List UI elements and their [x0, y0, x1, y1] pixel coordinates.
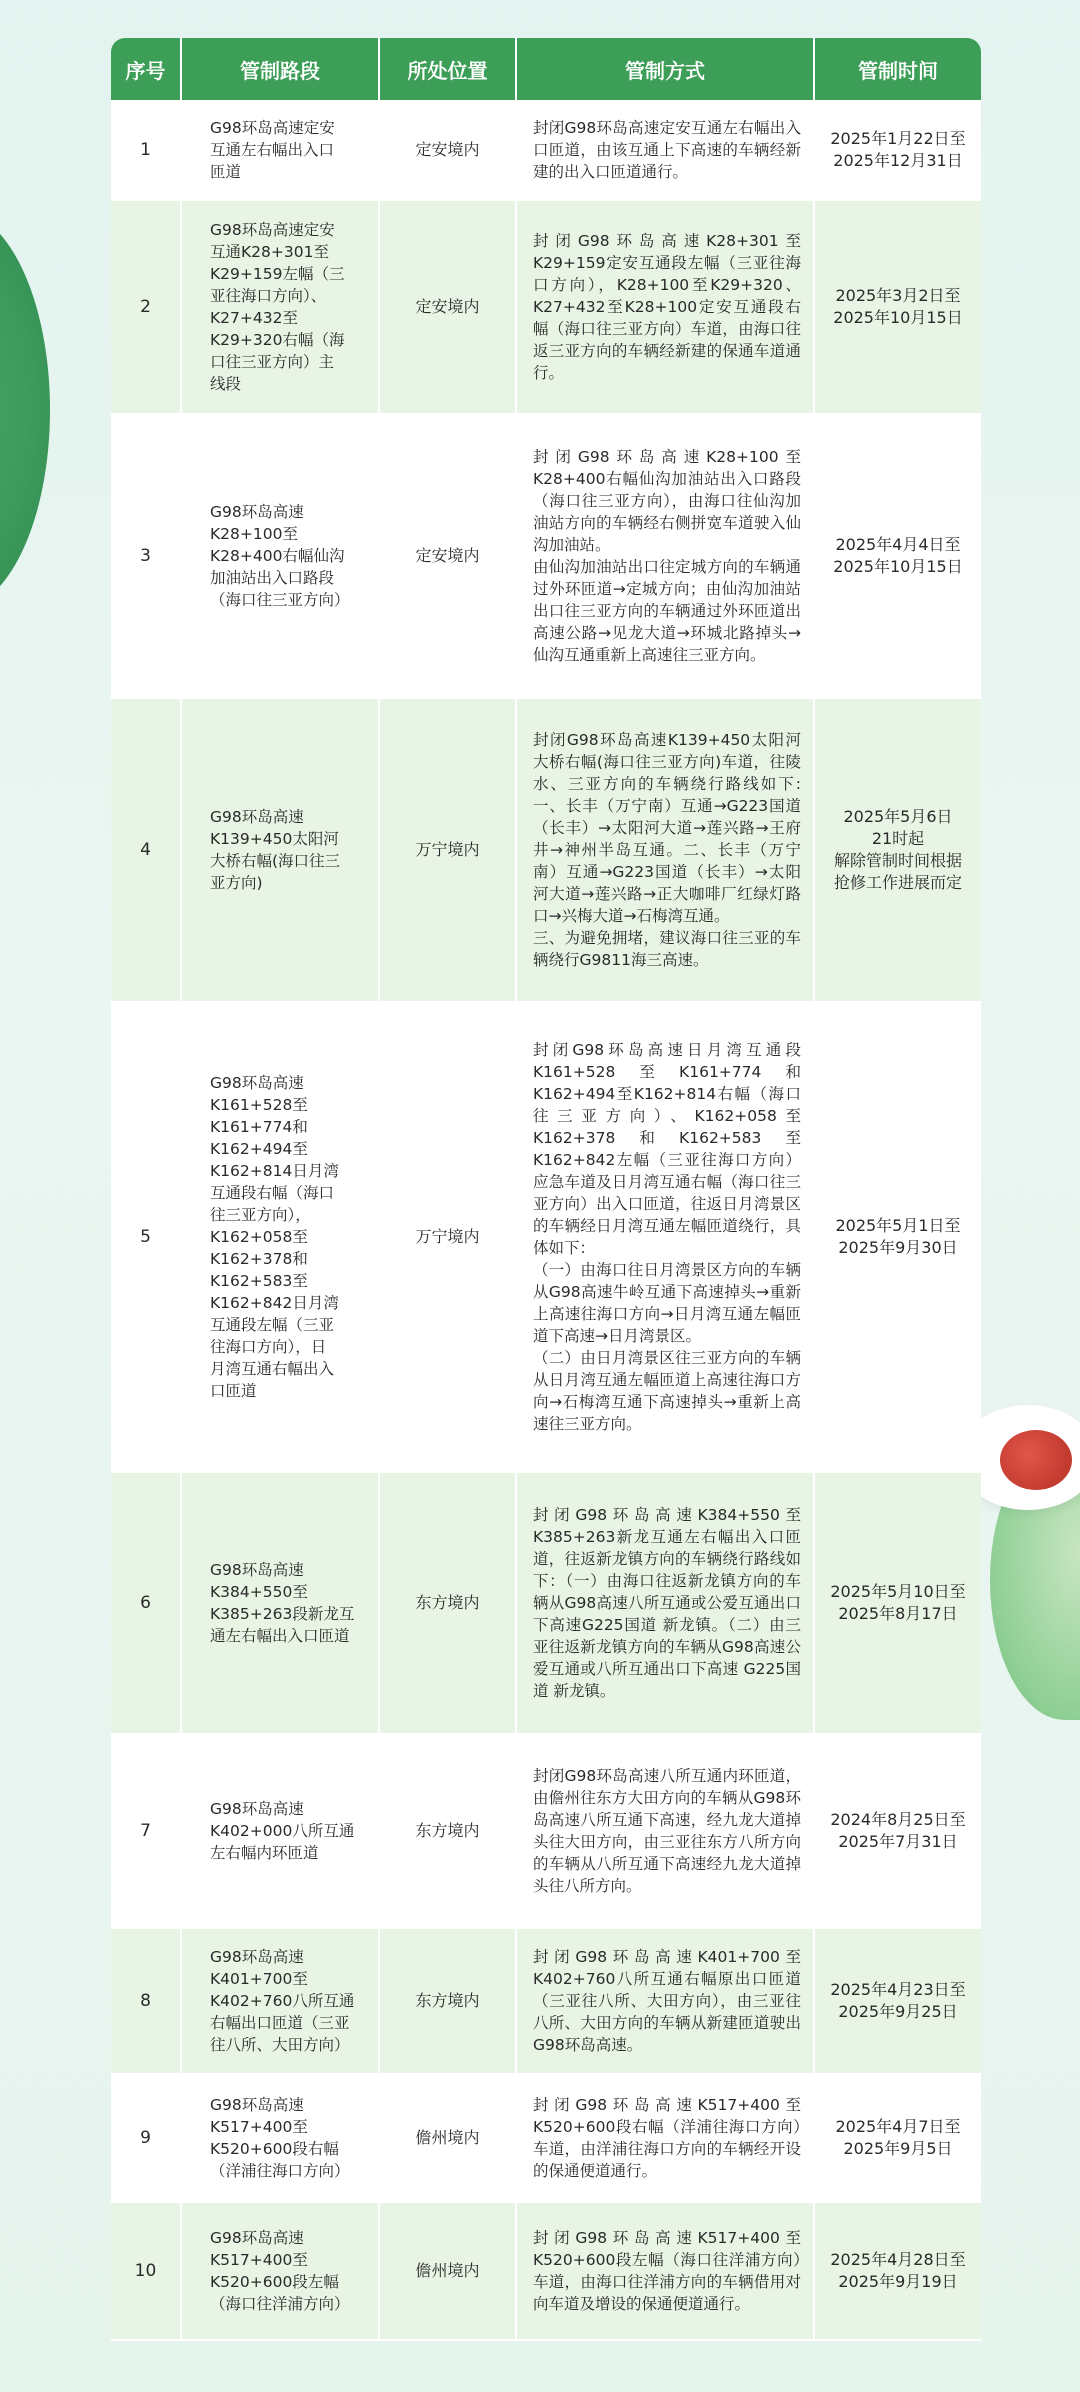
- control-method-text: 封闭G98环岛高速K384+550至K385+263新龙互通左右幅出入口匝道，往返新龙镇方向的车辆绕行路线如下：（一）由海口往返新龙镇方向的车辆从G98高速八所互通或公爱互通出口下高速G225国道 新龙镇。（二）由三亚往返新龙镇方向的车辆从G98高速公爱互通或八所互通出口下高速 G225国道 新龙镇。: [533, 1506, 801, 1700]
- control-method-cell: [516, 2202, 814, 2340]
- road-section-cell: [181, 1002, 379, 1472]
- control-time-text: 2025年5月1日至 2025年9月30日: [835, 1216, 961, 1257]
- row-number: 3: [111, 414, 181, 698]
- road-section-text: G98环岛高速 K384+550至 K385+263段新龙互 通左右幅出入口匝道: [210, 1561, 355, 1645]
- control-time-text: 2025年3月2日至 2025年10月15日: [833, 286, 963, 327]
- control-time-text: 2025年5月10日至 2025年8月17日: [830, 1582, 966, 1623]
- control-method-text: 封闭G98环岛高速K517+400至K520+600段左幅（海口往洋浦方向）车道，由海口往洋浦方向的车辆借用对向车道及增设的保通便道通行。: [533, 2229, 801, 2313]
- control-time-cell: [814, 200, 981, 414]
- control-time-text: 2025年4月4日至 2025年10月15日: [833, 535, 963, 576]
- control-time-text: 2025年1月22日至 2025年12月31日: [830, 128, 966, 170]
- control-method-text: 封闭G98环岛高速八所互通内环匝道，由儋州往东方大田方向的车辆从G98环岛高速八所互通下高速，经九龙大道掉头往大田方向，由三亚往东方八所方向的车辆从八所互通下高速经九龙大道掉头往八所方向。: [533, 1767, 801, 1895]
- location-cell: 东方境内: [379, 1734, 516, 1928]
- table-row: [111, 698, 981, 1002]
- control-time-text: 2024年8月25日至 2025年7月31日: [830, 1810, 966, 1851]
- road-section-text: G98环岛高速 K28+100至 K28+400右幅仙沟 加油站出入口路段 （海口往三亚方向）: [210, 503, 350, 609]
- road-section-text: G98环岛高速 K517+400至 K520+600段左幅 （海口往洋浦方向）: [210, 2229, 350, 2313]
- table-row: [111, 100, 981, 200]
- control-method-text: 封闭G98环岛高速定安互通左右幅出入口匝道，由该互通上下高速的车辆经新建的出入口匝道通行。: [533, 118, 801, 181]
- control-method-text: 封闭G98环岛高速K28+100至K28+400右幅仙沟加油站出入口路段（海口往三亚方向），由海口往仙沟加油站方向的车辆经右侧拼宽车道驶入仙沟加油站。 由仙沟加油站出口往定城方向的车辆通过外环匝道→定城方向；由仙沟加油站出口往三亚方向的车辆通过外环匝道出高速公路→见龙大道→环城北路掉头→仙沟互通重新上高速往三亚方向。: [533, 448, 801, 664]
- control-time-cell: [814, 1002, 981, 1472]
- location-cell: 定安境内: [379, 100, 516, 200]
- road-section-text: G98环岛高速 K402+000八所互通 左右幅内环匝道: [210, 1800, 355, 1862]
- road-section-cell: [181, 1928, 379, 2074]
- row-number: 10: [111, 2202, 181, 2340]
- road-section-text: G98环岛高速 K517+400至 K520+600段右幅 （洋浦往海口方向）: [210, 2096, 350, 2180]
- table-row: [111, 1928, 981, 2074]
- control-method-cell: [516, 1472, 814, 1734]
- row-number: 4: [111, 698, 181, 1002]
- control-method-cell: [516, 1734, 814, 1928]
- road-section-cell: [181, 100, 379, 200]
- table-row: [111, 1002, 981, 1472]
- control-method-text: 封闭G98环岛高速日月湾互通段K161+528至K161+774和K162+494至K162+814右幅（海口往三亚方向）、K162+058至K162+378和K162+583至K162+842左幅（三亚往海口方向）应急车道及日月湾互通右幅（海口往三亚方向）出入口匝道，往返日月湾景区的车辆经日月湾互通左幅匝道绕行，具体如下： （一）由海口往日月湾景区方向的车辆从G98高速牛岭互通下高速掉头→重新上高速往海口方向→日月湾互通左幅匝道下高速→日月湾景区。 （二）由日月湾景区往三亚方向的车辆从日月湾互通左幅匝道上高速往海口方向→石梅湾互通下高速掉头→重新上高速往三亚方向。: [533, 1041, 801, 1433]
- control-method-cell: [516, 414, 814, 698]
- decorative-egg-yolk: [1000, 1430, 1072, 1490]
- row-number: 5: [111, 1002, 181, 1472]
- control-method-text: 封闭G98环岛高速K517+400至K520+600段右幅（洋浦往海口方向）车道，由洋浦往海口方向的车辆经开设的保通便道通行。: [533, 2096, 801, 2180]
- control-time-cell: [814, 1734, 981, 1928]
- control-time-cell: [814, 698, 981, 1002]
- road-section-cell: [181, 698, 379, 1002]
- row-number: 9: [111, 2074, 181, 2202]
- road-section-cell: [181, 2202, 379, 2340]
- road-section-cell: [181, 1734, 379, 1928]
- location-cell: 万宁境内: [379, 698, 516, 1002]
- decorative-leaf-left: [0, 210, 50, 610]
- table-row: [111, 1734, 981, 1928]
- location-cell: 万宁境内: [379, 1002, 516, 1472]
- road-section-text: G98环岛高速定安 互通K28+301至 K29+159左幅（三 亚往海口方向）、 K27+432至 K29+320右幅（海 口往三亚方向）主 线段: [210, 221, 345, 393]
- table-row: [111, 2074, 981, 2202]
- control-method-cell: [516, 698, 814, 1002]
- road-section-cell: [181, 2074, 379, 2202]
- control-time-cell: [814, 100, 981, 200]
- location-cell: 定安境内: [379, 414, 516, 698]
- control-method-text: 封闭G98环岛高速K401+700至K402+760八所互通右幅原出口匝道（三亚往八所、大田方向），由三亚往八所、大田方向的车辆从新建匝道驶出G98环岛高速。: [533, 1948, 801, 2054]
- road-section-cell: [181, 414, 379, 698]
- location-cell: 东方境内: [379, 1472, 516, 1734]
- control-time-cell: [814, 414, 981, 698]
- road-section-cell: [181, 1472, 379, 1734]
- road-section-cell: [181, 200, 379, 414]
- control-time-text: 2025年4月7日至 2025年9月5日: [835, 2117, 961, 2158]
- control-time-text: 2025年4月28日至 2025年9月19日: [830, 2250, 966, 2291]
- control-method-text: 封闭G98环岛高速K139+450太阳河大桥右幅(海口往三亚方向)车道，往陵水、三亚方向的车辆绕行路线如下:一、长丰（万宁南）互通→G223国道（长丰）→太阳河大道→莲兴路→王府井→神州半岛互通。二、长丰（万宁南）互通→G223国道（长丰）→太阳河大道→莲兴路→正大咖啡厂红绿灯路口→兴梅大道→石梅湾互通。 三、为避免拥堵，建议海口往三亚的车辆绕行G9811海三高速。: [533, 731, 801, 969]
- row-number: 1: [111, 100, 181, 200]
- table-row: [111, 1472, 981, 1734]
- traffic-control-table: [111, 38, 981, 2341]
- table-row: [111, 200, 981, 414]
- road-section-text: G98环岛高速定安 互通左右幅出入口 匝道: [210, 118, 335, 181]
- location-cell: 东方境内: [379, 1928, 516, 2074]
- control-method-cell: [516, 1002, 814, 1472]
- location-cell: 儋州境内: [379, 2074, 516, 2202]
- control-method-cell: [516, 200, 814, 414]
- control-time-text: 2025年4月23日至 2025年9月25日: [830, 1980, 966, 2021]
- control-method-cell: [516, 100, 814, 200]
- header-control: 管制方式: [516, 38, 814, 100]
- row-number: 2: [111, 200, 181, 414]
- table-row: [111, 2202, 981, 2340]
- control-method-cell: [516, 1928, 814, 2074]
- road-section-text: G98环岛高速 K139+450太阳河 大桥右幅(海口往三 亚方向): [210, 808, 341, 892]
- table-row: [111, 414, 981, 698]
- control-time-text: 2025年5月6日 21时起 解除管制时间根据 抢修工作进展而定: [833, 807, 962, 892]
- location-cell: 定安境内: [379, 200, 516, 414]
- road-section-text: G98环岛高速 K161+528至 K161+774和 K162+494至 K162+814日月湾 互通段右幅（海口 往三亚方向）， K162+058至 K162+378和 K162+583至 K162+842日月湾 互通段左幅（三亚 往海口方向），日 月湾互通右幅出入 口匝道: [210, 1074, 339, 1400]
- control-method-cell: [516, 2074, 814, 2202]
- header-road: 管制路段: [181, 38, 379, 100]
- row-number: 7: [111, 1734, 181, 1928]
- control-time-cell: [814, 1928, 981, 2074]
- location-cell: 儋州境内: [379, 2202, 516, 2340]
- control-time-cell: [814, 1472, 981, 1734]
- control-time-cell: [814, 2202, 981, 2340]
- header-time: 管制时间: [814, 38, 981, 100]
- row-number: 6: [111, 1472, 181, 1734]
- header-location: 所处位置: [379, 38, 516, 100]
- table-header-row: [111, 38, 981, 100]
- row-number: 8: [111, 1928, 181, 2074]
- control-time-cell: [814, 2074, 981, 2202]
- road-section-text: G98环岛高速 K401+700至 K402+760八所互通 右幅出口匝道（三亚 往八所、大田方向）: [210, 1948, 355, 2054]
- control-method-text: 封闭G98环岛高速K28+301至K29+159定安互通段左幅（三亚往海口方向），K28+100至K29+320、K27+432至K28+100定安互通段右幅（海口往三亚方向）车道，由海口往返三亚方向的车辆经新建的保通车道通行。: [533, 232, 801, 382]
- header-no: 序号: [111, 38, 181, 100]
